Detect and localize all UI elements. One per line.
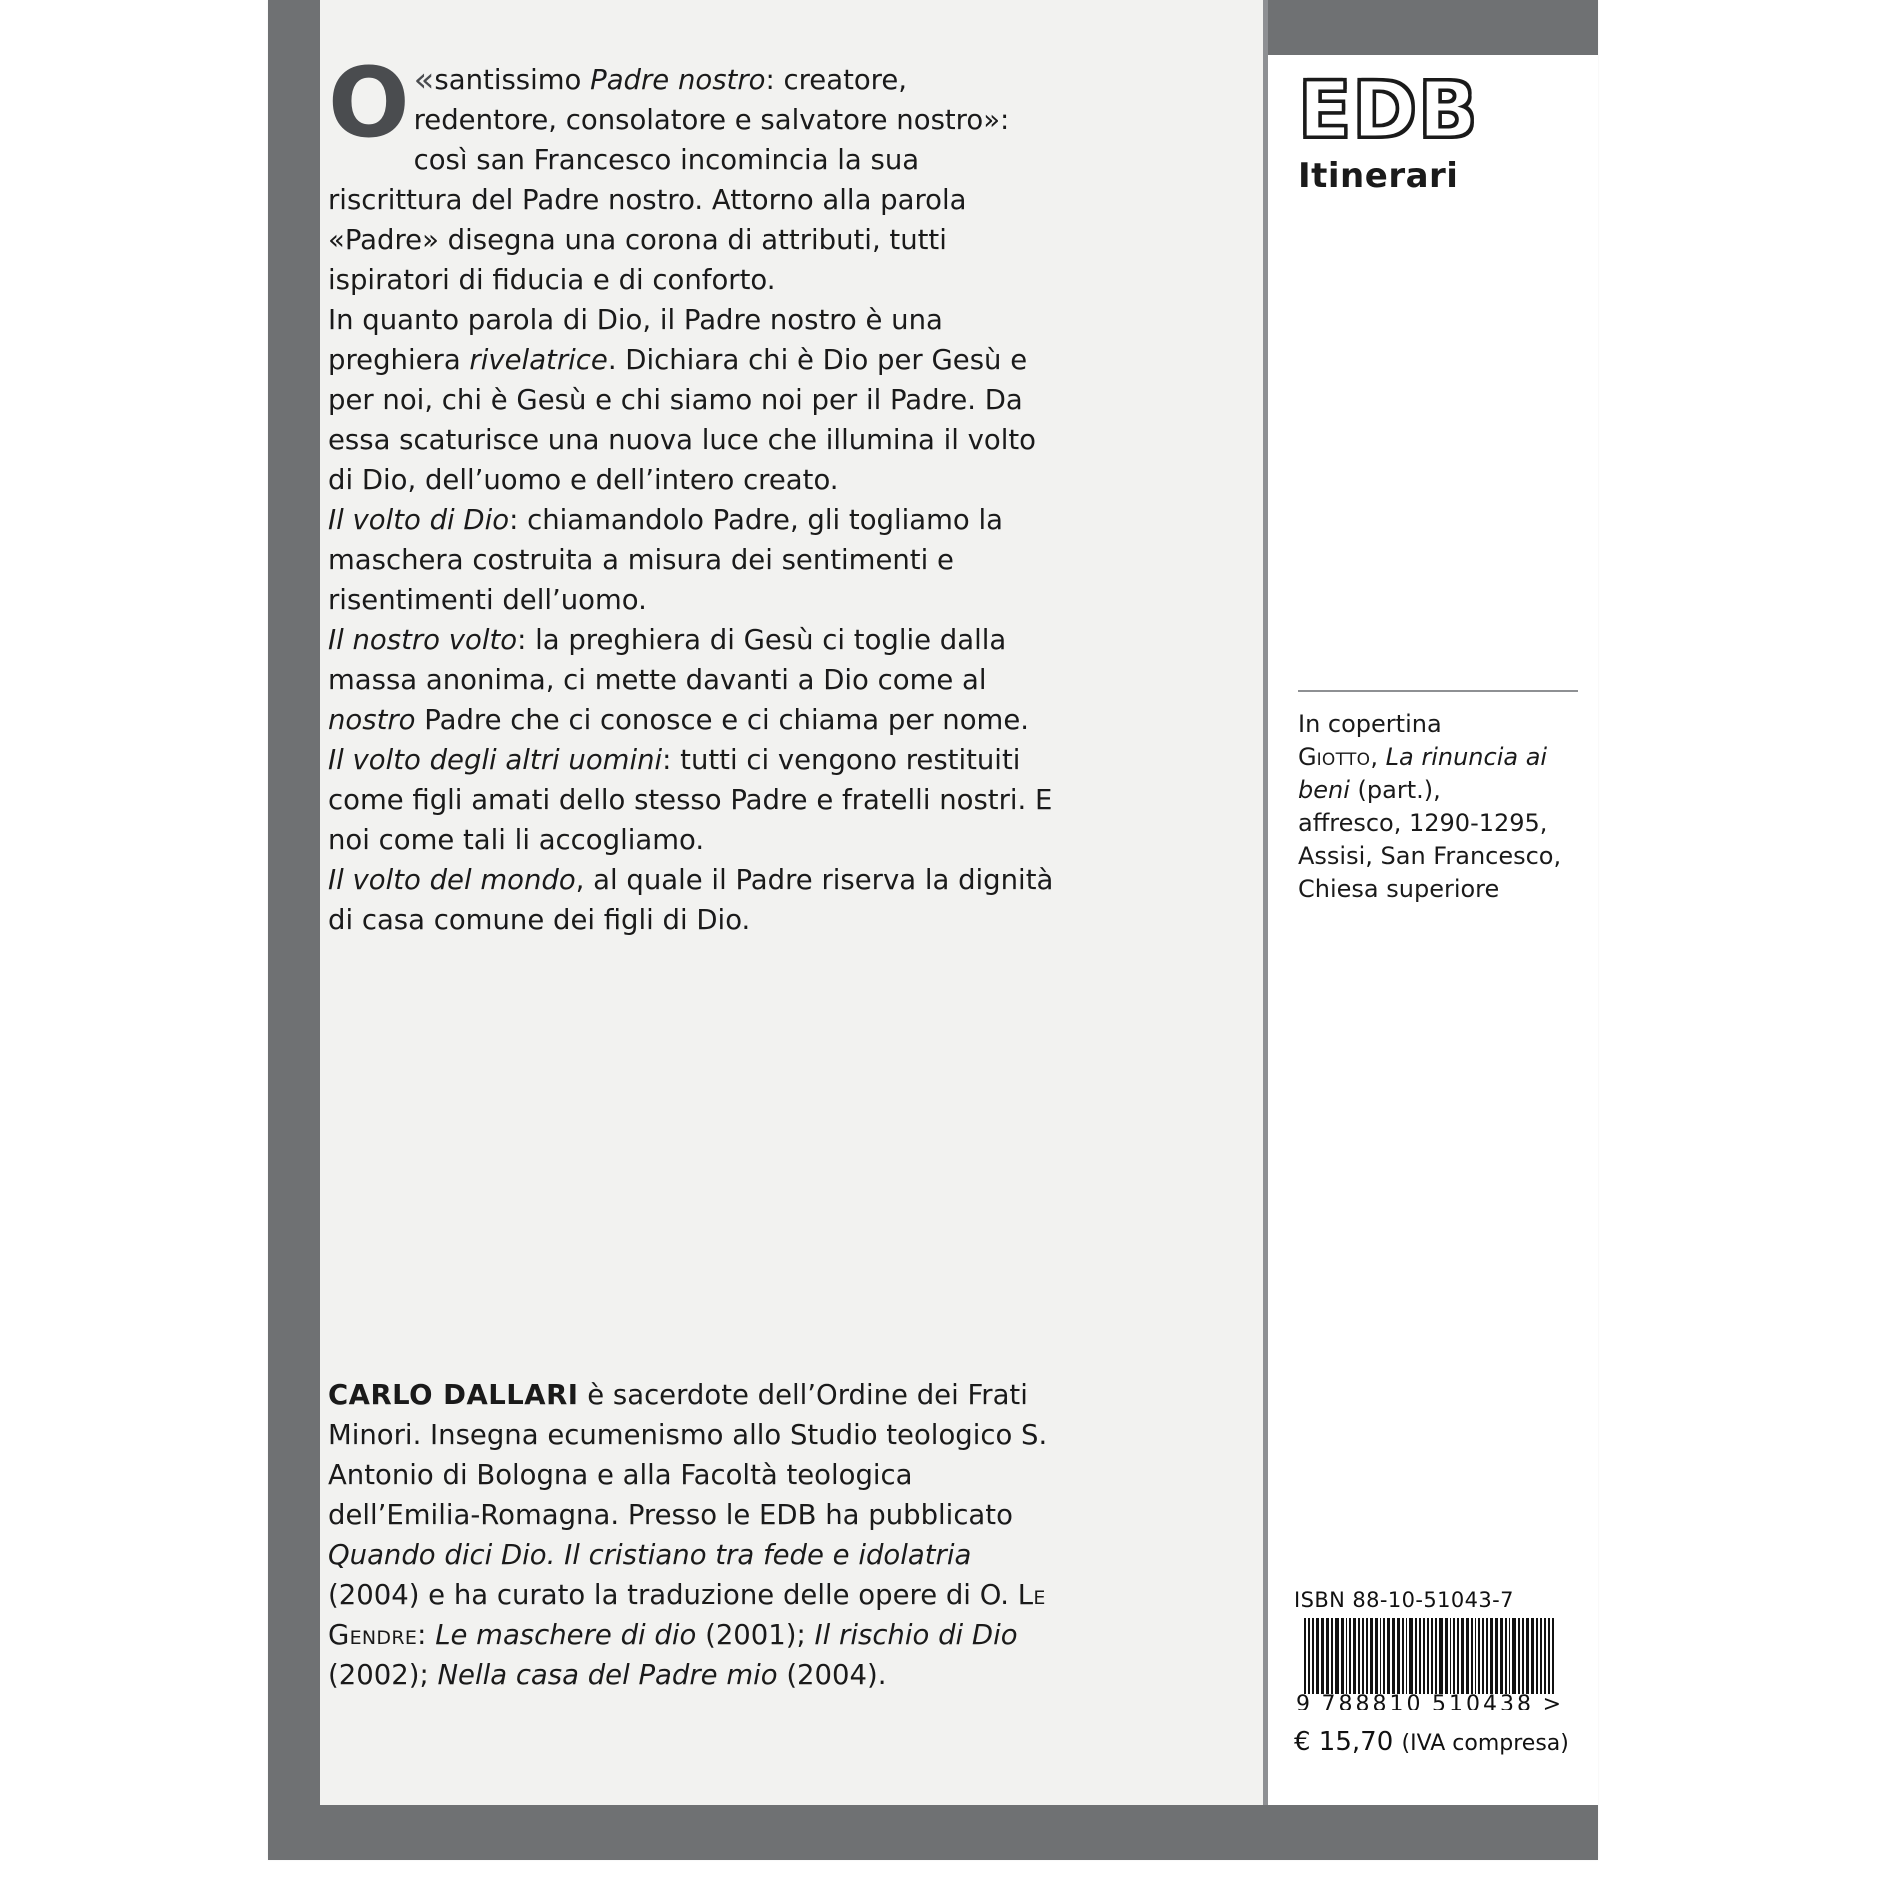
drop-cap-letter: O	[328, 47, 410, 159]
cover-credit-line-3: Assisi, San Francesco,	[1298, 842, 1562, 870]
author-bio-block	[328, 1375, 1058, 1695]
edb-logo: EDB	[1298, 66, 1479, 156]
isbn-number: ISBN 88-10-51043-7	[1294, 1588, 1514, 1612]
blurb-paragraph-4: Il nostro volto: la preghiera di Gesù ci toglie dalla massa anonima, ci mette davanti a Dio come al nostro Padre che ci conosce e ci chiama per nome.	[328, 624, 1029, 736]
barcode-group-1: 788810	[1321, 1692, 1424, 1710]
blurb-paragraph-2: In quanto parola di Dio, il Padre nostro è una preghiera rivelatrice. Dichiara chi è Dio per Gesù e per noi, chi è Gesù e chi siamo noi per il Padre. Da essa scaturisce una nuova luce che illumina il volto di Dio, dell’uomo e dell’intero creato.	[328, 304, 1036, 496]
publisher-logo-block	[1298, 66, 1558, 196]
cover-credit-label: In copertina	[1298, 710, 1442, 738]
bottom-grey-band	[268, 1805, 1598, 1860]
isbn-block	[1294, 1588, 1584, 1710]
cover-credit-line-1: Giotto, La rinuncia ai beni (part.),	[1298, 743, 1548, 804]
blurb-paragraph-1	[328, 47, 1058, 300]
cover-credit-block	[1298, 690, 1578, 906]
book-back-cover	[268, 0, 1598, 1860]
barcode-bars	[1304, 1618, 1556, 1694]
publisher-column	[1263, 0, 1598, 1805]
barcode-left-digit: 9	[1296, 1692, 1313, 1710]
series-name: Itinerari	[1298, 156, 1459, 196]
author-bio-text: CARLO DALLARI è sacerdote dell’Ordine dei Frati Minori. Insegna ecumenismo allo Studio teologico S. Antonio di Bologna e alla Facoltà teologica dell’Emilia-Romagna. Presso le EDB ha pubblicato Quando dici Dio. Il cristiano tra fede e idolatria (2004) e ha curato la traduzione delle opere di O. Le Gendre: Le maschere di dio (2001); Il rischio di Dio (2002); Nella casa del Padre mio (2004).	[328, 1379, 1048, 1691]
barcode-digits	[1294, 1692, 1566, 1710]
price-vat-note: (IVA compresa)	[1401, 1731, 1569, 1756]
open-quote-glyph: «	[413, 60, 435, 100]
cover-credit-line-4: Chiesa superiore	[1298, 875, 1500, 903]
price-amount: € 15,70	[1294, 1727, 1394, 1757]
blurb-text-block	[328, 47, 1058, 940]
cover-credit-line-2: affresco, 1290-1295,	[1298, 809, 1548, 837]
barcode-group-2: 510438	[1432, 1692, 1535, 1710]
blurb-paragraph-5: Il volto degli altri uomini: tutti ci vengono restituiti come figli amati dello stesso Padre e fratelli nostri. E noi come tali li accogliamo.	[328, 744, 1053, 856]
price-block	[1294, 1727, 1569, 1757]
blurb-paragraph-1-text: santissimo Padre nostro: creatore, redentore, consolatore e salvatore nostro»: così san Francesco incomincia la sua riscrittura del Padre nostro. Attorno alla parola «Padre» disegna una corona di attributi, tutti ispiratori di fiducia e di conforto.	[328, 64, 1010, 296]
publisher-column-top-band	[1268, 0, 1598, 55]
blurb-paragraph-3: Il volto di Dio: chiamandolo Padre, gli togliamo la maschera costruita a misura dei sentimenti e risentimenti dell’uomo.	[328, 504, 1003, 616]
isbn-barcode	[1294, 1618, 1566, 1710]
blurb-paragraph-6: Il volto del mondo, al quale il Padre riserva la dignità di casa comune dei figli di Dio.	[328, 864, 1054, 936]
spine-edge-strip	[268, 0, 320, 1860]
barcode-right-symbol: >	[1542, 1692, 1564, 1710]
